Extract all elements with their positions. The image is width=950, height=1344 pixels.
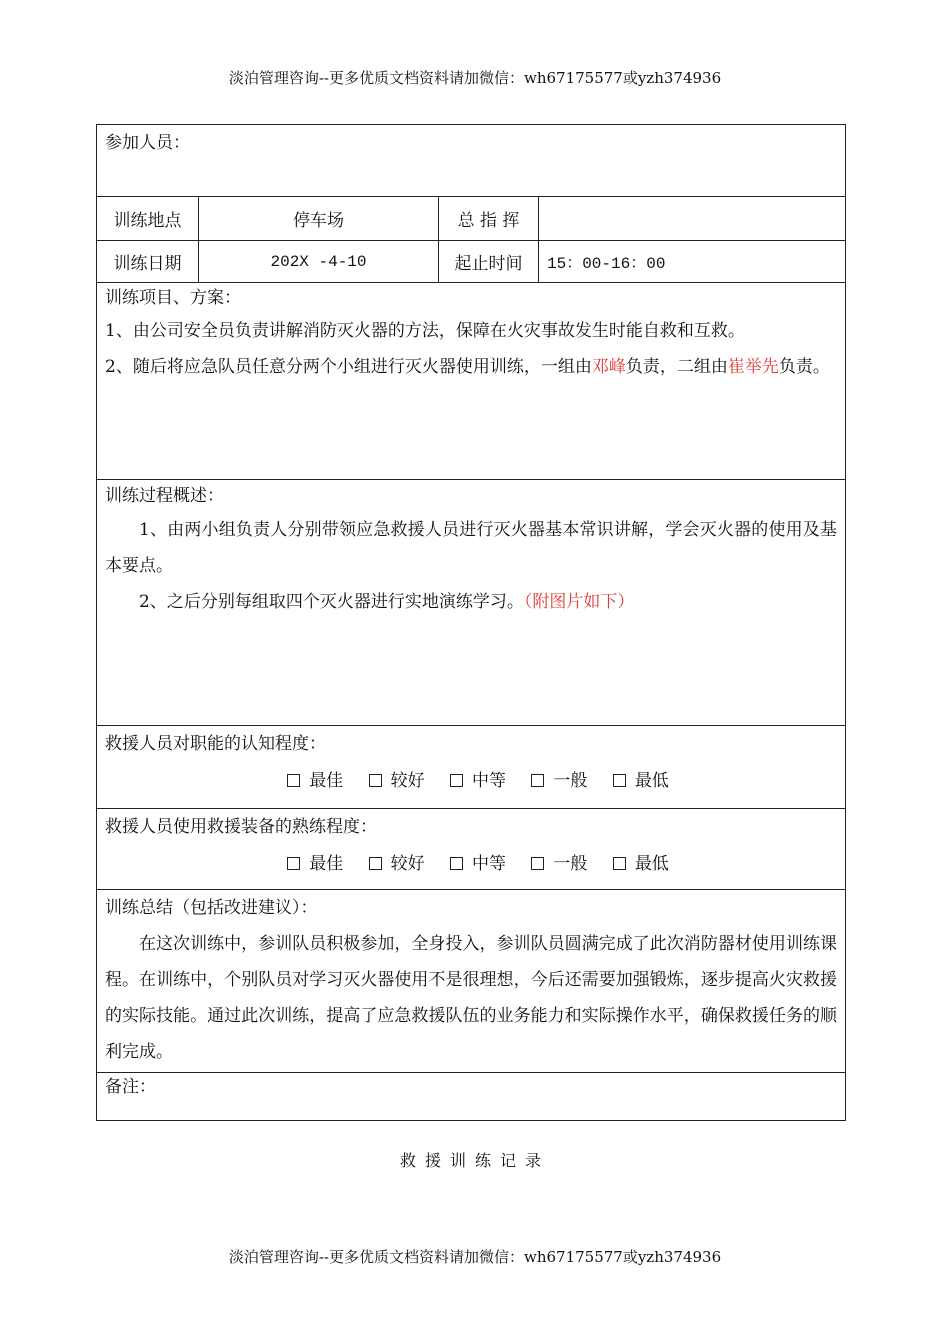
- cognition-option-fair[interactable]: [531, 762, 587, 800]
- option-label: 最低: [634, 771, 669, 791]
- summary-row: [97, 890, 846, 1073]
- photo-note: （附图片如下）: [523, 592, 635, 612]
- participants-row: [97, 125, 846, 197]
- cognition-row: [97, 726, 846, 809]
- checkbox-icon[interactable]: [450, 857, 463, 870]
- plan-item-2-post: 负责。: [778, 357, 830, 377]
- cognition-option-best[interactable]: [287, 762, 343, 800]
- process-label: 训练过程概述：: [105, 486, 224, 506]
- page-footer: 淡泊管理咨询--更多优质文档资料请加微信：wh67175577或yzh374936: [228, 1248, 722, 1266]
- checkbox-icon[interactable]: [450, 774, 463, 787]
- time-value: 15：00-16：00: [539, 241, 846, 283]
- cognition-option-lowest[interactable]: [613, 762, 669, 800]
- location-label: 训练地点: [97, 197, 199, 241]
- group1-leader: 邓峰: [591, 357, 626, 377]
- date-label: 训练日期: [97, 241, 199, 283]
- cognition-options: [105, 762, 837, 800]
- summary-text: 在这次训练中，参训队员积极参加，全身投入，参训队员圆满完成了此次消防器材使用训练课程。在训练中，个别队员对学习灭火器使用不是很理想，今后还需要加强锻炼，逐步提高火灾救援的实际技能。通过此次训练，提高了应急救援队伍的业务能力和实际操作水平，确保救援任务的顺利完成。: [105, 934, 837, 1062]
- checkbox-icon[interactable]: [369, 774, 382, 787]
- checkbox-icon[interactable]: [287, 857, 300, 870]
- remarks-label: 备注：: [105, 1077, 156, 1097]
- location-row: [97, 197, 846, 241]
- cognition-option-medium[interactable]: [450, 762, 506, 800]
- summary-label: 训练总结（包括改进建议）：: [105, 898, 318, 918]
- remarks-row: [97, 1073, 846, 1121]
- proficiency-option-lowest[interactable]: [613, 845, 669, 883]
- time-label: 起止时间: [439, 241, 539, 283]
- plan-row: [97, 283, 846, 480]
- checkbox-icon[interactable]: [613, 857, 626, 870]
- checkbox-icon[interactable]: [369, 857, 382, 870]
- training-record-table: [96, 124, 846, 1121]
- option-label: 中等: [472, 854, 506, 874]
- process-paragraph-2-text: 2、之后分别每组取四个灭火器进行实地演练学习。: [139, 592, 524, 612]
- process-row: [97, 480, 846, 726]
- option-label: 较好: [390, 854, 425, 874]
- group2-leader-given: 举先: [744, 357, 779, 377]
- option-label: 中等: [472, 771, 506, 791]
- group2-leader-surname: 崔: [727, 357, 745, 377]
- participants-label: 参加人员：: [105, 133, 190, 153]
- page-header: 淡泊管理咨询--更多优质文档资料请加微信：wh67175577或yzh374936: [228, 69, 722, 87]
- option-label: 一般: [553, 854, 588, 874]
- proficiency-option-medium[interactable]: [450, 845, 506, 883]
- checkbox-icon[interactable]: [531, 857, 544, 870]
- checkbox-icon[interactable]: [613, 774, 626, 787]
- process-paragraph-1: 1、由两小组负责人分别带领应急救援人员进行灭火器基本常识讲解，学会灭火器的使用及基本要点。: [105, 520, 837, 576]
- option-label: 最低: [634, 854, 669, 874]
- proficiency-row: [97, 809, 846, 890]
- checkbox-icon[interactable]: [531, 774, 544, 787]
- proficiency-options: [105, 845, 837, 883]
- date-row: [97, 241, 846, 283]
- proficiency-option-fair[interactable]: [531, 845, 587, 883]
- process-paragraph-2: [105, 584, 837, 620]
- proficiency-label: 救援人员使用救援装备的熟练程度：: [105, 817, 377, 837]
- option-label: 较好: [390, 771, 425, 791]
- cognition-label: 救援人员对职能的认知程度：: [105, 734, 326, 754]
- plan-item-2: [105, 349, 837, 385]
- date-value: 202X -4-10: [199, 241, 439, 283]
- plan-item-2-mid: 负责，二组由: [625, 357, 728, 377]
- option-label: 一般: [553, 771, 588, 791]
- plan-item-2-pre: 2、随后将应急队员任意分两个小组进行灭火器使用训练，一组由: [105, 357, 592, 377]
- checkbox-icon[interactable]: [287, 774, 300, 787]
- location-value: 停车场: [199, 197, 439, 241]
- proficiency-option-best[interactable]: [287, 845, 343, 883]
- plan-item-1: 1、由公司安全员负责讲解消防灭火器的方法，保障在火灾事故发生时能自救和互救。: [105, 321, 745, 341]
- commander-label: 总 指 挥: [439, 197, 539, 241]
- commander-value: [539, 197, 846, 241]
- proficiency-option-good[interactable]: [369, 845, 425, 883]
- option-label: 最佳: [309, 771, 344, 791]
- option-label: 最佳: [309, 854, 344, 874]
- plan-label: 训练项目、方案：: [105, 288, 241, 308]
- cognition-option-good[interactable]: [369, 762, 425, 800]
- document-caption: 救援训练记录: [399, 1151, 550, 1170]
